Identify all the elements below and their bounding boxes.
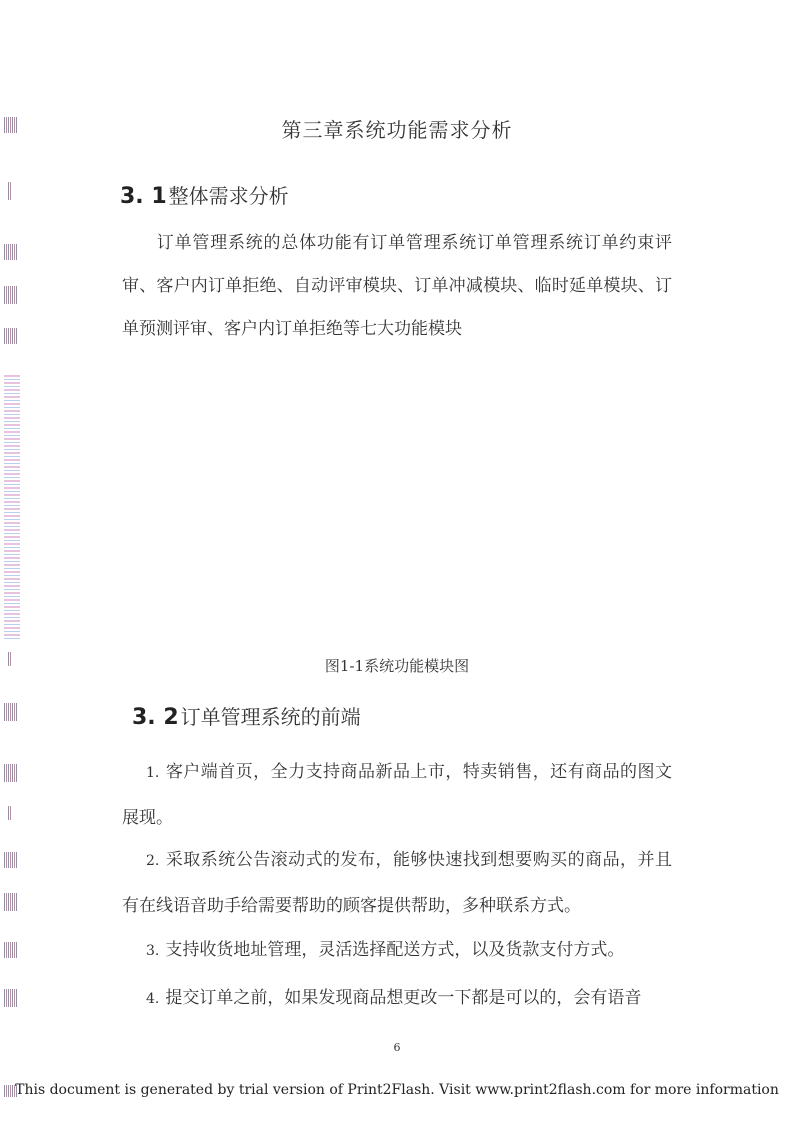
overview-paragraph — [122, 222, 672, 351]
list-item — [122, 838, 672, 929]
section-number: 3. 2 — [132, 705, 179, 730]
margin-artifact — [4, 703, 18, 721]
trial-watermark-footer: This document is generated by trial version of Print2Flash. Visit www.print2flash.com for more information — [15, 1082, 779, 1098]
list-marker: 2. — [146, 853, 160, 869]
margin-artifact — [4, 893, 18, 911]
list-item-text: 客户端首页，全力支持商品新品上市，特卖销售，还有商品的图文展现。 — [122, 762, 672, 828]
margin-artifact — [4, 328, 18, 344]
section-title: 订单管理系统的前端 — [180, 705, 361, 729]
list-item-text: 支持收货地址管理，灵活选择配送方式，以及货款支付方式。 — [165, 940, 625, 960]
margin-artifact — [4, 244, 18, 260]
margin-artifact — [4, 764, 18, 782]
margin-artifact — [8, 806, 11, 820]
section-heading-3-1 — [120, 180, 289, 209]
margin-artifact — [4, 375, 20, 640]
margin-artifact — [8, 182, 11, 200]
figure-caption: 图1-1系统功能模块图 — [324, 657, 470, 675]
list-item — [122, 750, 672, 841]
list-item — [122, 976, 672, 1022]
margin-artifact — [4, 989, 18, 1007]
margin-artifact — [4, 286, 18, 304]
left-margin-scan-artifacts — [0, 0, 30, 1123]
list-marker: 4. — [146, 991, 160, 1007]
list-marker: 3. — [146, 943, 160, 959]
list-item-text: 提交订单之前，如果发现商品想更改一下都是可以的，会有语音 — [165, 988, 642, 1008]
chapter-title: 第三章系统功能需求分析 — [281, 118, 513, 142]
section-number: 3. 1 — [120, 184, 167, 209]
list-item — [122, 928, 672, 974]
margin-artifact — [4, 942, 18, 958]
paragraph-text: 订单管理系统的总体功能有订单管理系统订单管理系统订单约束评审、客户内订单拒绝、自动评审模块、订单冲减模块、临时延单模块、订单预测评审、客户内订单拒绝等七大功能模块 — [122, 233, 672, 339]
list-item-text: 采取系统公告滚动式的发布，能够快速找到想要购买的商品，并且有在线语音助手给需要帮助的顾客提供帮助，多种联系方式。 — [122, 850, 672, 916]
section-title: 整体需求分析 — [168, 184, 289, 208]
list-marker: 1. — [146, 765, 160, 781]
margin-artifact — [4, 852, 18, 868]
page-number: 6 — [393, 1041, 401, 1054]
section-heading-3-2 — [132, 701, 361, 730]
